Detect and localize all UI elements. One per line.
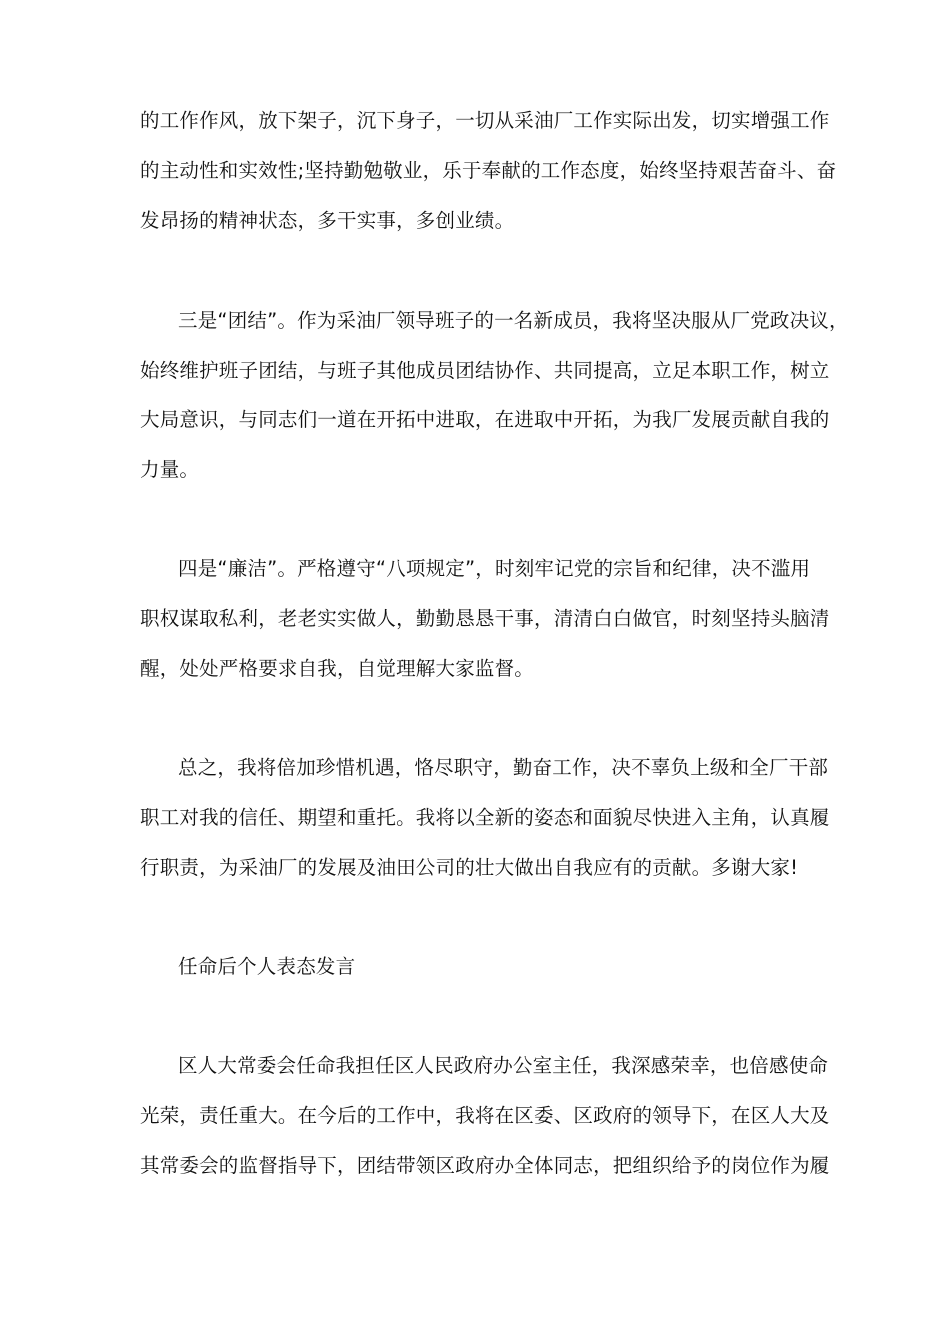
paragraph-line: 行职责，为采油厂的发展及油田公司的壮大做出自我应有的贡献。多谢大家! [140,856,799,879]
paragraph-line: 职工对我的信任、期望和重托。我将以全新的姿态和面貌尽快进入主角，认真履 [140,806,830,829]
paragraph-line: 的主动性和实效性;坚持勤勉敬业，乐于奉献的工作态度，始终坚持艰苦奋斗、奋 [140,159,837,182]
paragraph-line: 区人大常委会任命我担任区人民政府办公室主任，我深感荣幸，也倍感使命 [178,1054,829,1077]
paragraph-line: 光荣，责任重大。在今后的工作中，我将在区委、区政府的领导下，在区人大及 [140,1104,830,1127]
paragraph-line: 总之，我将倍加珍惜机遇，恪尽职守，勤奋工作，决不辜负上级和全厂干部 [178,756,829,779]
paragraph-line: 醒，处处严格要求自我，自觉理解大家监督。 [140,657,535,680]
paragraph-line: 其常委会的监督指导下，团结带领区政府办全体同志，把组织给予的岗位作为履 [140,1154,830,1177]
paragraph-line: 始终维护班子团结，与班子其他成员团结协作、共同提高，立足本职工作，树立 [140,359,830,382]
paragraph-line: 职权谋取私利，老老实实做人，勤勤恳恳干事，清清白白做官，时刻坚持头脑清 [140,607,830,630]
paragraph-line: 的工作作风，放下架子，沉下身子，一切从采油厂工作实际出发，切实增强工作 [140,109,830,132]
paragraph-line: 三是“团结”。作为采油厂领导班子的一名新成员，我将坚决服从厂党政决议， [178,309,849,332]
paragraph-line: 大局意识，与同志们一道在开拓中进取，在进取中开拓，为我厂发展贡献自我的 [140,408,830,431]
paragraph-line: 四是“廉洁”。严格遵守“八项规定”，时刻牢记党的宗旨和纪律，决不滥用 [178,557,811,580]
paragraph-line: 力量。 [140,458,200,481]
paragraph-line: 发昂扬的精神状态，多干实事，多创业绩。 [140,209,515,232]
section-heading: 任命后个人表态发言 [178,955,356,978]
